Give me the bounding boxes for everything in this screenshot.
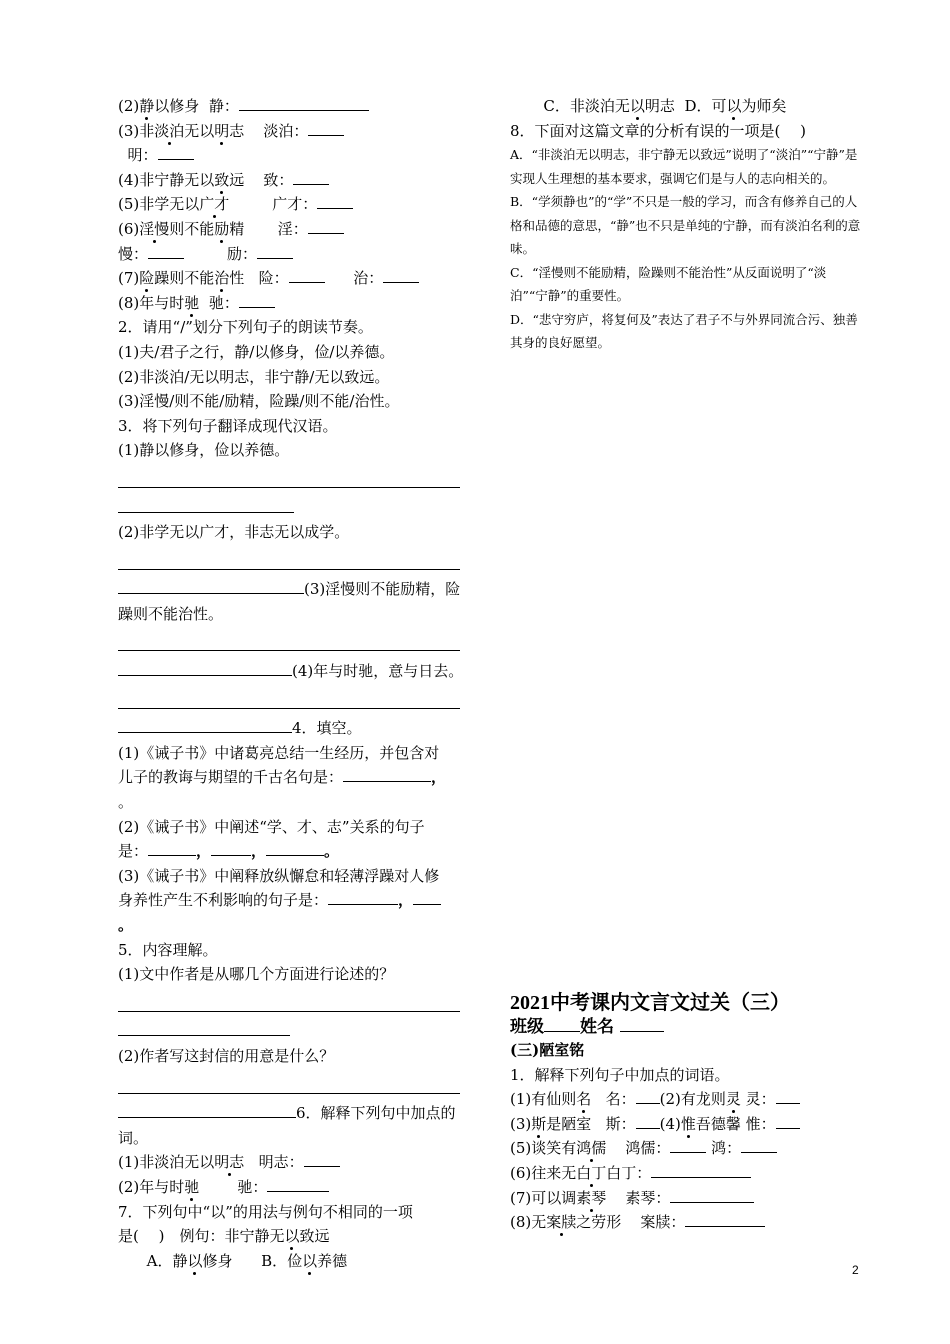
label: 险： <box>258 269 289 288</box>
right-column <box>510 94 862 1232</box>
label: 鸿： <box>711 1139 742 1158</box>
dotted-word: 广才 <box>199 195 230 214</box>
name-input[interactable] <box>620 1016 664 1032</box>
s3-line-1 <box>510 1087 862 1112</box>
answer-blank[interactable] <box>308 218 344 234</box>
answer-blank[interactable] <box>118 578 304 594</box>
q8-option-b[interactable]: B．“学须静也”的“学”不只是一般的学习，而含有修养自己的人格和品德的意思，“静”也不只是单纯的宁静，而有淡泊名利的意味。 <box>510 194 861 257</box>
q3-item-4 <box>118 659 480 684</box>
answer-blank[interactable] <box>118 1102 296 1118</box>
answer-blank[interactable] <box>148 840 196 856</box>
answer-line[interactable] <box>118 496 480 521</box>
text: A．静 <box>146 1251 188 1270</box>
text: 为师矣 <box>741 97 787 115</box>
q1-item-5 <box>118 192 480 217</box>
label: 慢： <box>118 244 149 263</box>
answer-blank[interactable] <box>118 717 292 733</box>
q3-item-2: (2)非学无以广才，非志无以成学。 <box>118 523 350 542</box>
section-heading: (三)陋室铭 <box>510 1041 585 1059</box>
q4-item-3a: (3)《诫子书》中阐释放纵懈怠和轻薄浮躁对人修 <box>118 866 440 885</box>
q4-item-1c: 。 <box>118 793 134 812</box>
text: 以修身 <box>154 97 200 115</box>
text: 养德 <box>317 1251 348 1270</box>
answer-blank[interactable] <box>776 1113 800 1129</box>
label: 淫： <box>277 219 308 238</box>
s3-line-3 <box>510 1136 862 1161</box>
dotted-word: 以 <box>187 1251 203 1270</box>
text: 吾德馨 <box>695 1114 741 1133</box>
q6-title <box>118 1101 480 1126</box>
q6-item-2 <box>118 1175 480 1200</box>
label: 鸿儒： <box>625 1139 671 1158</box>
q1-item-3 <box>118 119 480 144</box>
answer-blank[interactable] <box>239 95 369 111</box>
dotted-word: 淫慢 <box>139 219 170 238</box>
answer-line[interactable] <box>118 634 480 659</box>
answer-blank[interactable] <box>776 1088 800 1104</box>
q2-line-2: (2)非淡泊/无以明志，非宁静/无以致远。 <box>118 367 390 386</box>
q6-title-b: 词。 <box>118 1128 149 1147</box>
text: (5)非学无以 <box>118 195 200 214</box>
dotted-word: 险 <box>139 269 155 288</box>
answer-blank[interactable] <box>293 169 329 185</box>
q1-item-3b <box>118 143 480 168</box>
text: (3)淫慢则不能励精，险 <box>304 580 461 599</box>
text: 修身 <box>202 1251 233 1270</box>
label: 治： <box>353 269 384 288</box>
q3-item-1: (1)静以修身，俭以养德。 <box>118 441 290 460</box>
option-a[interactable] <box>147 1252 233 1270</box>
answer-line[interactable] <box>118 471 480 496</box>
dotted-word: 驰 <box>184 293 200 312</box>
answer-blank[interactable] <box>343 766 431 782</box>
answer-blank[interactable] <box>118 660 292 676</box>
dotted-word: 明志 <box>214 1153 245 1172</box>
answer-blank[interactable] <box>257 243 293 259</box>
answer-blank[interactable] <box>308 120 344 136</box>
label: 惟： <box>745 1114 776 1133</box>
q1-item-6 <box>118 217 480 242</box>
q3-title: 3．将下列句子翻译成现代汉语。 <box>118 416 338 435</box>
text: 躁则不能 <box>154 269 215 288</box>
answer-line[interactable] <box>118 553 480 578</box>
dotted-word: 明 <box>214 121 230 140</box>
label: 素琴： <box>625 1188 671 1207</box>
answer-line[interactable] <box>118 1019 480 1044</box>
text: ， <box>431 768 447 787</box>
answer-blank[interactable] <box>239 292 275 308</box>
q7-options-ab <box>118 1249 480 1274</box>
label: 案牍： <box>640 1213 686 1232</box>
q4-item-3b <box>118 888 480 913</box>
label: 淡泊： <box>263 121 309 140</box>
answer-blank[interactable] <box>413 889 441 905</box>
class-name-line <box>510 1016 862 1038</box>
answer-line[interactable] <box>118 1077 480 1102</box>
answer-blank[interactable] <box>670 1187 754 1203</box>
text: 儿子的教诲与期望的千古名句是： <box>118 768 344 787</box>
text: C．非淡泊无 <box>543 97 630 115</box>
answer-blank[interactable] <box>741 1137 777 1153</box>
q2-title: 2．请用“/”划分下列句子的朗读节奏。 <box>118 318 373 337</box>
class-input[interactable] <box>544 1016 580 1032</box>
dotted-word: 名 <box>576 1090 592 1109</box>
label: 致： <box>263 170 294 189</box>
q4-item-3c: 。 <box>118 916 134 934</box>
dotted-word: 素琴 <box>576 1188 607 1207</box>
text: B．俭 <box>261 1251 303 1270</box>
answer-blank[interactable] <box>211 840 251 856</box>
q1-item-2 <box>118 94 480 119</box>
s3-q1-title: 1．解释下列句子中加点的词语。 <box>510 1065 730 1084</box>
text: (1)非淡泊无以 <box>118 1153 215 1172</box>
answer-blank[interactable] <box>148 243 184 259</box>
q5-item-2: (2)作者写这封信的用意是什么？ <box>118 1046 335 1065</box>
answer-line[interactable] <box>118 995 480 1020</box>
dotted-word: 淡泊 <box>154 121 185 140</box>
dotted-word: 治 <box>214 269 230 288</box>
text: 身养性产生不利影响的句子是： <box>118 891 329 910</box>
dotted-word: 案牍 <box>546 1213 577 1232</box>
q4-item-2b <box>118 839 480 864</box>
text: 则不能 <box>169 219 215 238</box>
dotted-word: 斯 <box>531 1114 547 1133</box>
text: (4)年与时驰，意与日去。 <box>292 662 464 681</box>
dotted-word: 励 <box>214 219 230 238</box>
q4-item-1a: (1)《诫子书》中诸葛亮总结一生经历，并包含对 <box>118 743 440 762</box>
answer-line[interactable] <box>118 692 480 717</box>
text: 之劳形 <box>576 1213 622 1232</box>
text: 6．解释下列句中加点的 <box>296 1104 456 1123</box>
q1-item-4 <box>118 168 480 193</box>
q4-item-1b <box>118 765 480 790</box>
s3-line-4 <box>510 1161 862 1186</box>
q4-item-2a: (2)《诫子书》中阐述“学、才、志”关系的句子 <box>118 817 425 836</box>
q1-item-7 <box>118 266 480 291</box>
answer-blank[interactable] <box>651 1162 751 1178</box>
label: 白丁： <box>606 1163 652 1182</box>
s3-line-2 <box>510 1112 862 1137</box>
text: (3) <box>510 1114 532 1133</box>
label: 广才： <box>272 195 318 214</box>
text: 远 <box>229 170 245 189</box>
answer-blank[interactable] <box>328 889 398 905</box>
text: 志 <box>229 121 245 140</box>
label: 明志： <box>258 1153 304 1172</box>
label: 驰： <box>208 293 239 312</box>
option-d[interactable] <box>684 97 786 115</box>
q2-line-3: (3)淫慢/则不能/励精，险躁/则不能/治性。 <box>118 392 400 411</box>
label: 灵： <box>745 1090 776 1109</box>
q1-item-8 <box>118 291 480 316</box>
label: 斯： <box>605 1114 636 1133</box>
text: (4)非宁静无以 <box>118 170 215 189</box>
q8-option-d[interactable]: D．“悲守穷庐，将复何及”表达了君子不与外界同流合污、独善其身的良好愿望。 <box>510 311 858 351</box>
dotted-word: 以 <box>726 97 742 115</box>
q3-item-3 <box>118 577 480 602</box>
dotted-word: 静 <box>139 97 155 115</box>
answer-blank[interactable] <box>289 267 325 283</box>
q7-title-b <box>118 1224 480 1249</box>
text: D．可 <box>684 97 727 115</box>
q8-option-a[interactable]: A．“非淡泊无以明志，非宁静无以致远”说明了“淡泊”“宁静”是实现人生理想的基本要求，强调它们是与人的志向相关的。 <box>510 147 858 186</box>
q1-item-6b <box>118 242 480 267</box>
text: 性 <box>229 269 245 288</box>
q7-options-cd <box>510 94 862 119</box>
option-b[interactable] <box>261 1252 347 1270</box>
option-c[interactable] <box>543 97 675 115</box>
text: (6)往来无 <box>510 1163 577 1182</box>
text: 精 <box>229 219 245 238</box>
text: 。 <box>324 842 340 861</box>
s3-line-6 <box>510 1210 862 1235</box>
text: (2) <box>118 97 140 115</box>
label: 驰： <box>237 1177 268 1196</box>
text: (6) <box>118 219 140 238</box>
label: 励： <box>226 244 257 263</box>
dotted-word: 致 <box>214 170 230 189</box>
text: (8)年与时 <box>118 293 185 312</box>
dotted-word: 以 <box>629 97 645 115</box>
answer-blank[interactable] <box>685 1211 765 1227</box>
text: (5)谈笑有 <box>510 1139 577 1158</box>
dotted-word: 以 <box>302 1251 318 1270</box>
q8-title: 8．下面对这篇文章的分析有误的一项是( ) <box>510 121 807 140</box>
label: 名： <box>605 1090 636 1109</box>
answer-blank[interactable] <box>670 1137 706 1153</box>
answer-blank[interactable] <box>158 144 194 160</box>
answer-blank[interactable] <box>267 1176 329 1192</box>
q6-item-1 <box>118 1150 480 1175</box>
text: (2)年与时 <box>118 1177 185 1196</box>
text: (2)有龙则 <box>659 1090 726 1109</box>
answer-blank[interactable] <box>317 193 353 209</box>
q4-title <box>118 716 480 741</box>
class-label: 班级 <box>510 1017 544 1037</box>
q5-title: 5．内容理解。 <box>118 940 218 959</box>
text: (7) <box>118 269 140 288</box>
text: 是： <box>118 842 149 861</box>
name-label: 姓名 <box>580 1017 614 1037</box>
q3-item-3b: 躁则不能治性。 <box>118 604 224 623</box>
answer-blank[interactable] <box>304 1151 340 1167</box>
dotted-word: 以 <box>284 1227 300 1246</box>
page-title: 2021中考课内文言文过关（三） <box>510 992 790 1014</box>
text: 4．填空。 <box>292 719 362 738</box>
s3-line-5 <box>510 1186 862 1211</box>
dotted-word: 驰 <box>184 1177 200 1196</box>
q7-title-a: 7．下列句中“以”的用法与例句不相同的一项 <box>118 1202 413 1221</box>
dotted-word: 鸿儒 <box>576 1139 607 1158</box>
dotted-word: 白丁 <box>576 1163 607 1182</box>
text: 明志 <box>644 97 675 115</box>
answer-blank[interactable] <box>636 1088 660 1104</box>
text: (7)可以调 <box>510 1188 577 1207</box>
left-column <box>118 94 480 1273</box>
label: 静： <box>208 97 239 115</box>
answer-blank[interactable] <box>266 840 324 856</box>
q8-option-c[interactable]: C．“淫慢则不能励精，险躁则不能治性”从反面说明了“淡泊”“宁静”的重要性。 <box>510 264 827 304</box>
dotted-word: 惟 <box>680 1114 696 1133</box>
text: (1)有仙则 <box>510 1090 577 1109</box>
dotted-word: 灵 <box>725 1090 741 1109</box>
text: 致远 <box>299 1227 330 1246</box>
text: 是( ) 例句：非宁静无 <box>118 1227 285 1246</box>
answer-blank[interactable] <box>383 267 419 283</box>
text: (3)非 <box>118 121 155 140</box>
text: 是陋室 <box>546 1114 592 1133</box>
text: ， <box>251 842 267 861</box>
text: ， <box>196 842 212 861</box>
q2-line-1: (1)夫/君子之行，静/以修身，俭/以养德。 <box>118 342 395 361</box>
text: (8)无 <box>510 1213 547 1232</box>
text: (4) <box>659 1114 681 1133</box>
label: 明： <box>127 146 158 165</box>
section-three <box>510 990 862 1235</box>
q5-item-1: (1)文中作者是从哪几个方面进行论述的？ <box>118 965 395 984</box>
answer-blank[interactable] <box>636 1113 660 1129</box>
text: 无以 <box>184 121 215 140</box>
page-number: 2 <box>852 1263 859 1277</box>
text: ， <box>398 891 414 910</box>
